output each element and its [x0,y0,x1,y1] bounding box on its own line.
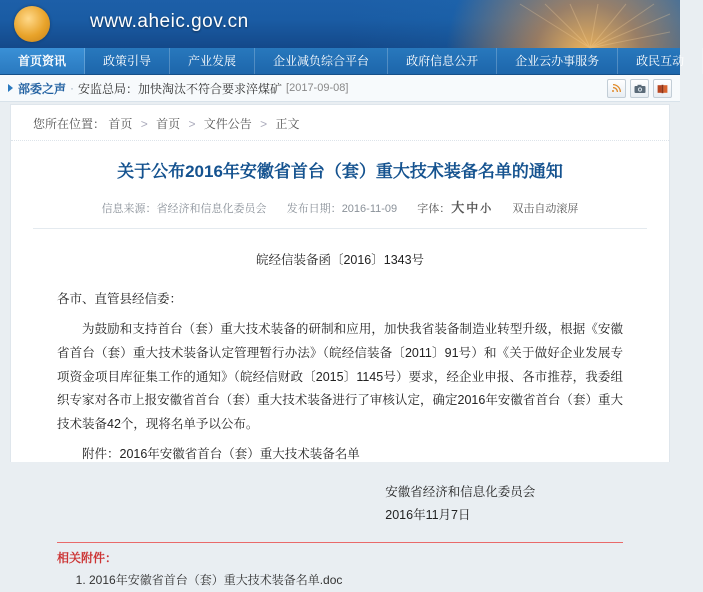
camera-icon[interactable] [630,79,649,98]
fontsize-medium-button[interactable]: 中 [466,200,479,215]
autoscroll-button[interactable]: 双击自动滚屏 [512,202,579,215]
article-body [11,229,669,529]
banner-rays-icon [370,4,670,48]
page-title: 关于公布2016年安徽省首台（套）重大技术装备名单的通知 [117,162,563,181]
site-url: www.aheic.gov.cn [90,11,249,32]
article-paragraph-0: 各市、直管县经信委： [57,292,183,307]
notice-separator: · [70,81,75,95]
breadcrumb-sep-1: > [188,117,196,131]
article-signature [57,481,623,529]
notice-tools [607,79,672,98]
fontsize-large-button[interactable]: 大 [451,199,465,215]
fontsize-small-button[interactable]: 小 [480,202,492,215]
arrow-right-icon [8,84,13,92]
breadcrumb-sep-2: > [260,117,268,131]
rss-icon[interactable] [607,79,626,98]
nav-item-1[interactable]: 政策引导 [85,48,170,74]
national-emblem-icon [14,6,50,42]
date-label: 发布日期： [286,202,342,215]
nav-item-5[interactable]: 企业云办事服务 [497,48,618,74]
date-value: 2016-11-09 [341,202,398,215]
nav-item-3[interactable]: 企业减负综合平台 [255,48,388,74]
attachment-link-0[interactable]: 2016年安徽省首台（套）重大技术装备名单.doc [89,573,343,587]
fontsize-label: 字体： [417,202,451,215]
book-icon[interactable] [653,79,672,98]
signature-date: 2016年11月7日 [385,508,471,523]
article-paragraph-1: 为鼓励和支持首台（套）重大技术装备的研制和应用，加快我省装备制造业转型升级，根据《安徽省首台（套）重大技术装备认定管理暂行办法》（皖经信装备〔2011〕91号）和《关于做好企业发展专项资金项目库征集工作的通知》（皖经信财政〔2015〕1145号）要求，经企业申报、各市推荐，我委组织专家对各市上报安徽省首台（套）重大技术装备进行了审核认定，确定2016年安徽省首台（套）重大技术装备42个，现将名单予以公布。 [57,322,623,431]
source-label: 信息来源： [101,202,157,215]
notice-bar [0,75,680,102]
breadcrumb-item-0[interactable]: 首页 [108,117,133,131]
nav-item-6[interactable]: 政民互动 [618,48,703,74]
nav-item-0[interactable]: 首页资讯 [0,48,85,74]
fontsize-control [417,199,492,215]
nav-item-2[interactable]: 产业发展 [170,48,255,74]
nav-item-4[interactable]: 政府信息公开 [388,48,497,74]
main-nav [0,48,685,75]
breadcrumb-item-3[interactable]: 正文 [275,117,300,131]
signature-org: 安徽省经济和信息化委员会 [385,484,536,499]
breadcrumb-sep-0: > [140,117,148,131]
breadcrumb-prefix: 您所在位置： [33,117,106,131]
notice-headline-link[interactable]: 安监总局：加快淘汰不符合要求淬煤矿 [78,81,283,96]
article-paragraph-2: 附件：2016年安徽省首台（套）重大技术装备名单 [82,446,360,461]
attachments-list [57,570,623,592]
notice-label: 部委之声 [18,81,67,96]
list-item [89,570,623,592]
notice-date: [2017-09-08] [286,82,349,94]
document-number: 皖经信装备函〔2016〕1343号 [255,252,425,267]
content-card [10,104,670,587]
site-banner [0,0,680,48]
breadcrumb [11,105,669,141]
breadcrumb-item-2[interactable]: 文件公告 [203,117,252,131]
breadcrumb-item-1[interactable]: 首页 [156,117,181,131]
attachments-section [57,542,623,592]
attachments-title: 相关附件： [57,551,118,565]
article-meta [11,197,669,224]
source-value: 省经济和信息化委员会 [156,202,267,215]
